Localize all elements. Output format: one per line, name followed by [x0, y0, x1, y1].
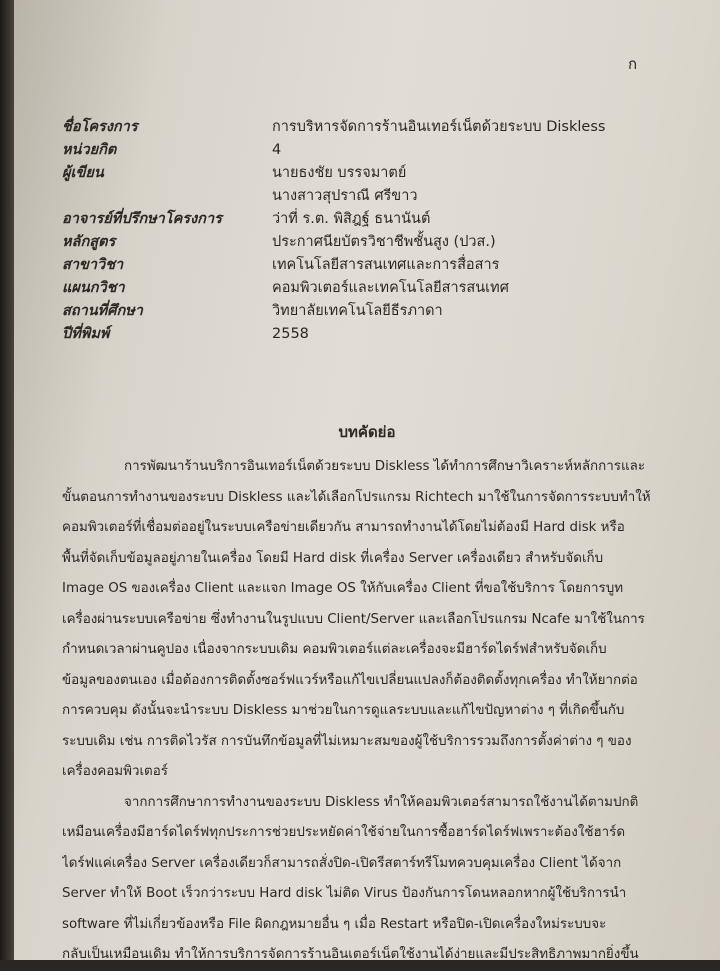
- meta-value: คอมพิวเตอร์และเทคโนโลยีสารสนเทศ: [272, 280, 509, 296]
- abstract-line: จากการศึกษาการทำงานของระบบ Diskless ทำให้คอมพิวเตอร์สามารถใช้งานได้ตามปกติ: [124, 794, 639, 810]
- meta-row-author-2: [62, 185, 622, 208]
- abstract-line: ขั้นตอนการทำงานของระบบ Diskless และได้เลือกโปรแกรม Richtech มาใช้ในการจัดการระบบทำให้: [62, 489, 651, 505]
- book-spine-shadow: [0, 0, 14, 960]
- meta-value: การบริหารจัดการร้านอินเทอร์เน็ตด้วยระบบ Diskless: [272, 119, 606, 135]
- meta-label: หน่วยกิต: [62, 142, 117, 158]
- abstract-line: การควบคุม ดังนั้นจะนำระบบ Diskless มาช่วยในการดูแลระบบและแก้ไขปัญหาต่าง ๆ ที่เกิดขึ้นกับ: [62, 703, 625, 718]
- abstract-line: เครื่องผ่านระบบเครือข่าย ซึ่งทำงานในรูปแบบ Client/Server และเลือกโปรแกรม Ncafe มาใช้ในการ: [62, 611, 645, 627]
- meta-row-institution: [62, 300, 622, 323]
- meta-value: นายธงชัย บรรจมาตย์: [272, 165, 407, 181]
- meta-label: สถานที่ศึกษา: [62, 303, 143, 319]
- abstract-line: Image OS ของเครื่อง Client และแจก Image OS ให้กับเครื่อง Client ที่ขอใช้บริการ โดยการบูท: [62, 581, 624, 596]
- meta-value: นางสาวสุปราณี ศรีขาว: [272, 188, 418, 204]
- abstract-line: การพัฒนาร้านบริการอินเทอร์เน็ตด้วยระบบ Diskless ได้ทำการศึกษาวิเคราะห์หลักการและ: [124, 459, 646, 474]
- meta-value: 2558: [272, 326, 309, 342]
- page-number: ก: [628, 55, 638, 73]
- abstract-line: พื้นที่จัดเก็บข้อมูลอยู่ภายในเครื่อง โดยมี Hard disk ที่เครื่อง Server เครื่องเดียว สำหรับจัดเก็บ: [62, 550, 604, 566]
- meta-label: สาขาวิชา: [62, 257, 124, 273]
- meta-row-major: [62, 254, 622, 277]
- abstract-line: กำหนดเวลาผ่านคูปอง เนื่องจากระบบเดิม คอมพิวเตอร์แต่ละเครื่องจะมีฮาร์ดไดร์ฟสำหรับจัดเก็บ: [62, 642, 607, 657]
- meta-row-year: [62, 323, 622, 346]
- meta-label: ผู้เขียน: [62, 165, 104, 181]
- abstract-line: ไดร์ฟแค่เครื่อง Server เครื่องเดียวก็สามารถสั่งปิด-เปิดรีสตาร์ทรีโมทควบคุมเครื่อง Client ได้จาก: [62, 855, 622, 871]
- project-metadata: [62, 116, 622, 346]
- meta-value: ว่าที่ ร.ต. พิสิฎฐ์ ธนานันต์: [272, 211, 431, 227]
- meta-value: เทคโนโลยีสารสนเทศและการสื่อสาร: [272, 257, 500, 273]
- meta-value: วิทยาลัยเทคโนโลยีธีรภาดา: [272, 303, 443, 319]
- meta-row-department: [62, 277, 622, 300]
- abstract-line: ข้อมูลของตนเอง เมื่อต้องการติดตั้งซอร์ฟแวร์หรือแก้ไขเปลี่ยนแปลงก็ต้องติดตั้งทุกเครื่อง ทำให้ยากต่อ: [62, 672, 638, 688]
- abstract-line: กลับเป็นเหมือนเดิม ทำให้การบริการจัดการร้านอินเตอร์เน็ตใช้งานได้ง่ายและมีประสิทธิภาพมากยิ่งขึ้น: [62, 947, 639, 962]
- meta-label: ปีที่พิมพ์: [62, 326, 110, 342]
- abstract-line: คอมพิวเตอร์ที่เชื่อมต่ออยู่ในระบบเครือข่ายเดียวกัน สามารถทำงานได้โดยไม่ต้องมี Hard disk หรือ: [62, 520, 625, 535]
- meta-label: หลักสูตร: [62, 234, 116, 250]
- meta-row-author: [62, 162, 622, 185]
- abstract-line: Server ทำให้ Boot เร็วกว่าระบบ Hard disk ไม่ติด Virus ป้องกันการโดนหลอกหากผู้ใช้บริการนำ: [62, 886, 627, 901]
- meta-label: แผนกวิชา: [62, 280, 125, 296]
- document-page: [14, 0, 720, 960]
- meta-value: ประกาศนียบัตรวิชาชีพชั้นสูง (ปวส.): [272, 234, 496, 250]
- abstract-line: software ที่ไม่เกี่ยวข้องหรือ File ผิดกฎหมายอื่น ๆ เมื่อ Restart หรือปิด-เปิดเครื่องใหม่ระบบจะ: [62, 916, 607, 932]
- meta-row-advisor: [62, 208, 622, 231]
- meta-value: 4: [272, 142, 282, 158]
- abstract-line: เหมือนเครื่องมีฮาร์ดไดร์ฟทุกประการช่วยประหยัดค่าใช้จ่ายในการซื้อฮาร์ดไดร์ฟเพราะต้องใช้ฮาร์ด: [62, 825, 626, 840]
- abstract-body: [62, 452, 662, 971]
- meta-row-project-name: [62, 116, 622, 139]
- meta-label: อาจารย์ที่ปรึกษาโครงการ: [62, 211, 222, 227]
- abstract-title: บทคัดย่อ: [338, 423, 396, 441]
- meta-row-credits: [62, 139, 622, 162]
- meta-row-curriculum: [62, 231, 622, 254]
- meta-label: ชื่อโครงการ: [62, 119, 138, 135]
- abstract-line: ระบบเดิม เช่น การติดไวรัส การบันทึกข้อมูลที่ไม่เหมาะสมของผู้ใช้บริการรวมถึงการตั้งค่าต่าง ๆ ของ: [62, 733, 632, 749]
- abstract-line: เครื่องคอมพิวเตอร์: [62, 764, 168, 779]
